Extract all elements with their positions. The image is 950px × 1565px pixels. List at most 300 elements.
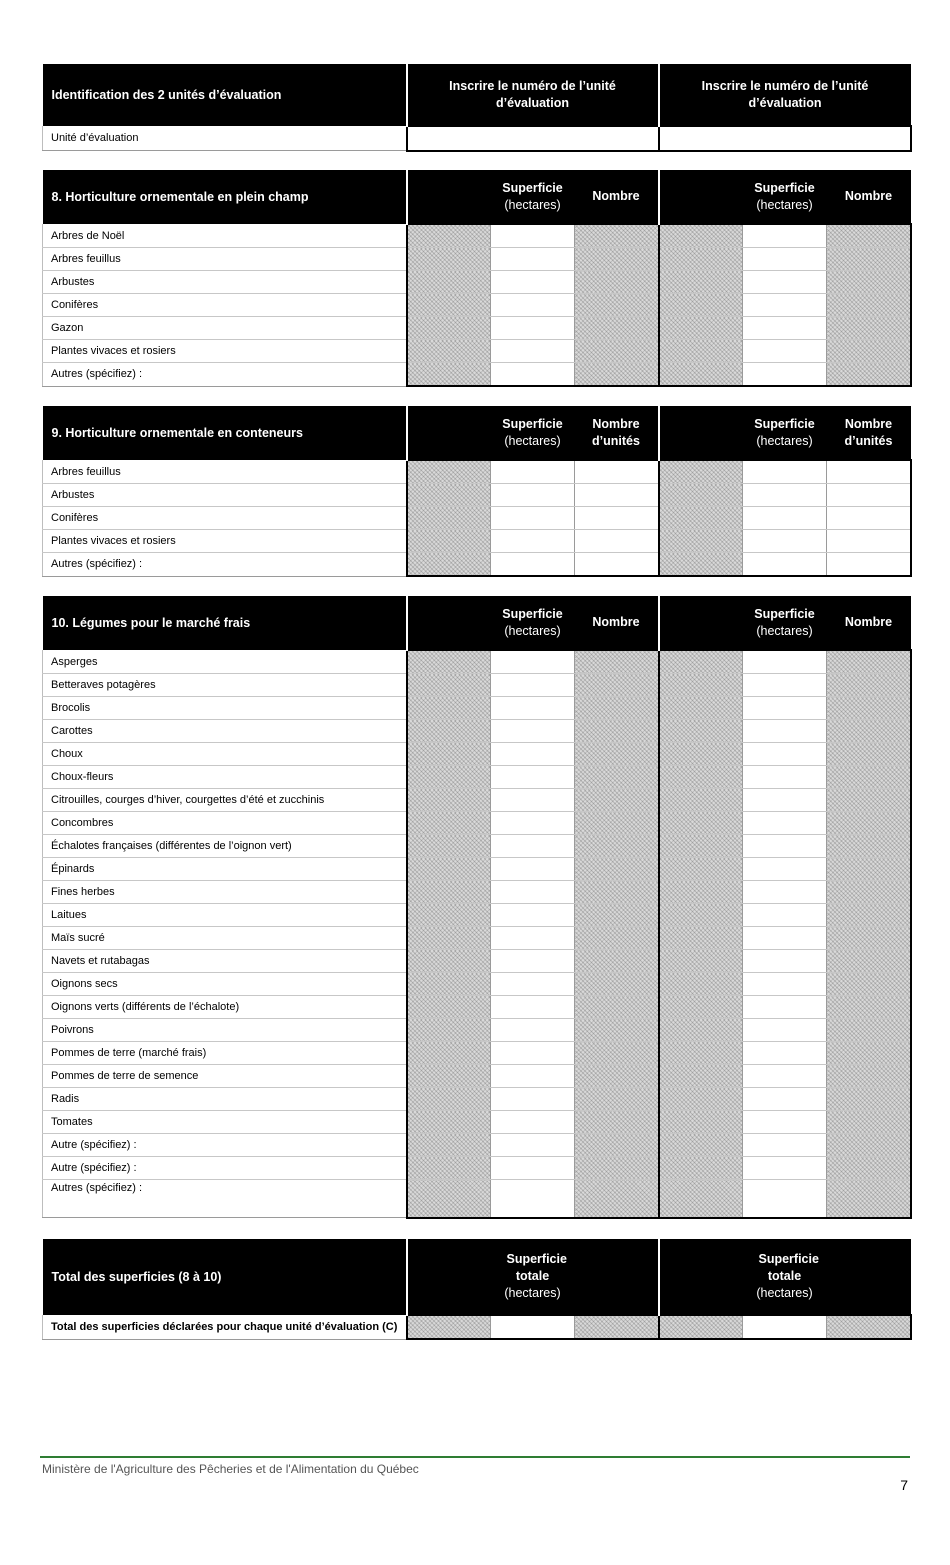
area-input[interactable] <box>491 720 575 743</box>
area-input[interactable] <box>491 973 575 996</box>
area-input[interactable] <box>743 460 827 484</box>
shaded-cell <box>407 697 491 720</box>
area-input[interactable] <box>743 224 827 248</box>
identification-title: Identification des 2 unités d’évaluation <box>43 64 407 126</box>
table-row <box>43 650 911 674</box>
shaded-cell <box>659 1042 743 1065</box>
shaded-cell <box>575 766 659 789</box>
total-area-header: Superficie totale (hectares) <box>491 1239 575 1315</box>
shaded-cell <box>407 1111 491 1134</box>
shaded-cell <box>407 743 491 766</box>
shaded-cell <box>575 973 659 996</box>
shaded-cell <box>659 271 743 294</box>
shaded-cell <box>827 1180 911 1218</box>
shaded-cell <box>575 950 659 973</box>
shaded-cell <box>659 973 743 996</box>
area-header: Superficie (hectares) <box>743 406 827 460</box>
area-input[interactable] <box>743 720 827 743</box>
page-number: 7 <box>900 1477 908 1493</box>
area-input[interactable] <box>743 950 827 973</box>
row-label: Asperges <box>43 650 407 674</box>
shaded-cell <box>827 674 911 697</box>
shaded-cell <box>827 743 911 766</box>
shaded-cell <box>659 1088 743 1111</box>
area-header: Superficie (hectares) <box>743 170 827 224</box>
area-input[interactable] <box>743 743 827 766</box>
row-label: Choux <box>43 743 407 766</box>
shaded-cell <box>407 224 491 248</box>
total-area-input-1[interactable] <box>491 1315 575 1339</box>
shaded-cell <box>575 1157 659 1180</box>
shaded-cell <box>575 271 659 294</box>
shaded-cell <box>659 789 743 812</box>
row-label: Citrouilles, courges d’hiver, courgettes d’été et zucchinis <box>43 789 407 812</box>
shaded-cell <box>659 835 743 858</box>
area-input[interactable] <box>491 996 575 1019</box>
row-label: Autre (spécifiez) : <box>43 1157 407 1180</box>
shaded-cell <box>575 1088 659 1111</box>
area-input[interactable] <box>743 927 827 950</box>
area-input[interactable] <box>491 1019 575 1042</box>
shaded-cell <box>827 904 911 927</box>
shaded-cell <box>827 973 911 996</box>
area-input[interactable] <box>491 650 575 674</box>
shaded-cell <box>659 674 743 697</box>
area-input[interactable] <box>491 484 575 507</box>
row-label: Betteraves potagères <box>43 674 407 697</box>
unit-count-input[interactable] <box>827 460 911 484</box>
table-row <box>43 1111 911 1134</box>
area-input[interactable] <box>491 1180 575 1218</box>
table-row <box>43 1019 911 1042</box>
shaded-cell <box>407 835 491 858</box>
area-input[interactable] <box>743 1042 827 1065</box>
area-input[interactable] <box>491 789 575 812</box>
area-input[interactable] <box>743 697 827 720</box>
area-input[interactable] <box>491 812 575 835</box>
shaded-cell <box>407 340 491 363</box>
area-input[interactable] <box>491 294 575 317</box>
shaded-cell <box>659 1134 743 1157</box>
shaded-cell <box>659 720 743 743</box>
area-input[interactable] <box>743 835 827 858</box>
unit-count-input[interactable] <box>575 484 659 507</box>
area-input[interactable] <box>491 1042 575 1065</box>
row-label: Brocolis <box>43 697 407 720</box>
shaded-cell <box>407 317 491 340</box>
shaded-cell <box>659 248 743 271</box>
area-input[interactable] <box>491 340 575 363</box>
shaded-cell <box>575 858 659 881</box>
row-label: Arbres feuillus <box>43 460 407 484</box>
identification-table <box>42 64 912 152</box>
shaded-cell <box>827 340 911 363</box>
area-input[interactable] <box>743 1111 827 1134</box>
area-input[interactable] <box>491 881 575 904</box>
table-row <box>43 720 911 743</box>
shaded-cell <box>575 1180 659 1218</box>
shaded-cell <box>575 720 659 743</box>
shaded-cell <box>827 1042 911 1065</box>
shaded-cell <box>827 317 911 340</box>
area-header: Superficie (hectares) <box>743 596 827 650</box>
area-input[interactable] <box>743 1157 827 1180</box>
table-row <box>43 340 911 363</box>
shaded-cell <box>659 530 743 553</box>
shaded-cell <box>407 789 491 812</box>
shaded-cell <box>407 674 491 697</box>
shaded-cell <box>827 720 911 743</box>
row-label: Arbres feuillus <box>43 248 407 271</box>
section-8-title: 8. Horticulture ornementale en plein champ <box>43 170 407 224</box>
shaded-cell <box>659 460 743 484</box>
table-row <box>43 996 911 1019</box>
area-input[interactable] <box>491 858 575 881</box>
section-8-table <box>42 170 912 387</box>
area-input[interactable] <box>743 1134 827 1157</box>
row-label: Plantes vivaces et rosiers <box>43 340 407 363</box>
shaded-cell <box>407 248 491 271</box>
shaded-cell <box>827 1134 911 1157</box>
area-input[interactable] <box>743 674 827 697</box>
area-input[interactable] <box>743 484 827 507</box>
table-row <box>43 1157 911 1180</box>
shaded-cell <box>659 881 743 904</box>
shaded-cell <box>827 996 911 1019</box>
footer-ministry: Ministère de l'Agriculture des Pêcheries et de l'Alimentation du Québec <box>42 1462 419 1476</box>
shaded-cell <box>575 674 659 697</box>
shaded-cell <box>407 973 491 996</box>
shaded-cell <box>407 294 491 317</box>
unit-number-header-2: Inscrire le numéro de l’unité d’évaluation <box>659 64 911 126</box>
shaded-cell <box>659 363 743 387</box>
shaded-cell <box>827 697 911 720</box>
shaded-cell <box>407 553 491 577</box>
row-label: Tomates <box>43 1111 407 1134</box>
area-input[interactable] <box>491 674 575 697</box>
row-label: Choux-fleurs <box>43 766 407 789</box>
area-input[interactable] <box>743 294 827 317</box>
row-label: Autres (spécifiez) : <box>43 363 407 387</box>
area-input[interactable] <box>743 812 827 835</box>
table-row <box>43 1065 911 1088</box>
row-label: Arbustes <box>43 484 407 507</box>
table-row <box>43 317 911 340</box>
area-input[interactable] <box>491 1088 575 1111</box>
area-input[interactable] <box>491 530 575 553</box>
area-input[interactable] <box>491 363 575 387</box>
shaded-cell <box>827 1088 911 1111</box>
shaded-cell <box>575 363 659 387</box>
area-input[interactable] <box>743 858 827 881</box>
shaded-cell <box>659 996 743 1019</box>
shaded-cell <box>659 858 743 881</box>
unit-count-input[interactable] <box>575 553 659 577</box>
table-row <box>43 1042 911 1065</box>
shaded-cell <box>407 1134 491 1157</box>
shaded-cell <box>659 812 743 835</box>
row-label: Carottes <box>43 720 407 743</box>
shaded-cell <box>659 340 743 363</box>
shaded-cell <box>827 1065 911 1088</box>
shaded-cell <box>575 1315 659 1339</box>
table-row <box>43 789 911 812</box>
area-input[interactable] <box>743 530 827 553</box>
shaded-cell <box>407 650 491 674</box>
shaded-cell <box>659 650 743 674</box>
row-label: Navets et rutabagas <box>43 950 407 973</box>
area-input[interactable] <box>743 881 827 904</box>
table-row <box>43 553 911 577</box>
area-input[interactable] <box>743 789 827 812</box>
shaded-cell <box>407 1180 491 1218</box>
table-row <box>43 1180 911 1218</box>
area-input[interactable] <box>491 697 575 720</box>
table-row <box>43 484 911 507</box>
area-input[interactable] <box>491 271 575 294</box>
shaded-cell <box>407 1088 491 1111</box>
row-label: Gazon <box>43 317 407 340</box>
shaded-cell <box>659 317 743 340</box>
total-row-label: Total des superficies déclarées pour chaque unité d’évaluation (C) <box>43 1315 407 1339</box>
area-input[interactable] <box>743 973 827 996</box>
shaded-cell <box>575 996 659 1019</box>
shaded-cell <box>407 484 491 507</box>
shaded-cell <box>827 858 911 881</box>
row-label: Épinards <box>43 858 407 881</box>
shaded-cell <box>575 1134 659 1157</box>
shaded-cell <box>659 927 743 950</box>
count-header: Nombre <box>575 170 659 224</box>
section-10-title: 10. Légumes pour le marché frais <box>43 596 407 650</box>
shaded-cell <box>407 363 491 387</box>
shaded-cell <box>407 881 491 904</box>
shaded-cell <box>575 812 659 835</box>
shaded-cell <box>575 904 659 927</box>
table-row <box>43 224 911 248</box>
shaded-cell <box>659 224 743 248</box>
table-row <box>43 271 911 294</box>
table-row <box>43 697 911 720</box>
shaded-cell <box>659 697 743 720</box>
shaded-cell <box>575 1019 659 1042</box>
shaded-cell <box>407 766 491 789</box>
shaded-cell <box>575 248 659 271</box>
area-header: Superficie (hectares) <box>491 170 575 224</box>
shaded-cell <box>827 835 911 858</box>
shaded-cell <box>659 743 743 766</box>
unit-count-header: Nombre d’unités <box>827 406 911 460</box>
shaded-cell <box>827 1315 911 1339</box>
shaded-cell <box>659 1315 743 1339</box>
area-input[interactable] <box>491 927 575 950</box>
area-input[interactable] <box>491 1134 575 1157</box>
shaded-cell <box>827 927 911 950</box>
row-label: Pommes de terre (marché frais) <box>43 1042 407 1065</box>
table-row <box>43 1088 911 1111</box>
row-label: Radis <box>43 1088 407 1111</box>
shaded-cell <box>827 1157 911 1180</box>
section-9-table <box>42 406 912 577</box>
row-label: Oignons verts (différents de l’échalote) <box>43 996 407 1019</box>
area-input[interactable] <box>491 317 575 340</box>
area-input[interactable] <box>491 1111 575 1134</box>
shaded-cell <box>407 460 491 484</box>
area-input[interactable] <box>743 1088 827 1111</box>
unit-number-header-1: Inscrire le numéro de l’unité d’évaluation <box>407 64 659 126</box>
unit-count-input[interactable] <box>575 530 659 553</box>
shaded-cell <box>827 294 911 317</box>
row-label: Plantes vivaces et rosiers <box>43 530 407 553</box>
shaded-cell <box>575 789 659 812</box>
area-input[interactable] <box>491 248 575 271</box>
shaded-cell <box>659 507 743 530</box>
unit-count-input[interactable] <box>827 530 911 553</box>
unit-count-input[interactable] <box>575 460 659 484</box>
area-input[interactable] <box>491 766 575 789</box>
row-label: Oignons secs <box>43 973 407 996</box>
unit-count-input[interactable] <box>827 553 911 577</box>
total-area-header: Superficie totale (hectares) <box>743 1239 827 1315</box>
shaded-cell <box>407 720 491 743</box>
shaded-cell <box>659 1111 743 1134</box>
table-row <box>43 460 911 484</box>
shaded-cell <box>827 766 911 789</box>
shaded-cell <box>659 553 743 577</box>
unit-count-header: Nombre d’unités <box>575 406 659 460</box>
row-label: Conifères <box>43 294 407 317</box>
table-row <box>43 835 911 858</box>
area-header: Superficie (hectares) <box>491 406 575 460</box>
unit-number-input-1[interactable] <box>407 126 659 151</box>
shaded-cell <box>575 340 659 363</box>
shaded-cell <box>575 835 659 858</box>
shaded-cell <box>407 507 491 530</box>
area-input[interactable] <box>491 224 575 248</box>
shaded-cell <box>827 950 911 973</box>
area-input[interactable] <box>491 1065 575 1088</box>
area-input[interactable] <box>743 363 827 387</box>
shaded-cell <box>659 904 743 927</box>
shaded-cell <box>659 294 743 317</box>
row-label: Pommes de terre de semence <box>43 1065 407 1088</box>
count-header: Nombre <box>827 596 911 650</box>
shaded-cell <box>575 1042 659 1065</box>
shaded-cell <box>407 927 491 950</box>
row-label: Poivrons <box>43 1019 407 1042</box>
shaded-cell <box>407 996 491 1019</box>
area-input[interactable] <box>743 650 827 674</box>
shaded-cell <box>575 1065 659 1088</box>
shaded-cell <box>575 294 659 317</box>
shaded-cell <box>659 1019 743 1042</box>
shaded-cell <box>407 812 491 835</box>
area-input[interactable] <box>743 1180 827 1218</box>
table-row <box>43 507 911 530</box>
table-row <box>43 904 911 927</box>
table-row <box>43 766 911 789</box>
area-input[interactable] <box>743 996 827 1019</box>
table-row <box>43 812 911 835</box>
count-header: Nombre <box>575 596 659 650</box>
table-row <box>43 1134 911 1157</box>
shaded-cell <box>407 950 491 973</box>
shaded-cell <box>575 697 659 720</box>
area-input[interactable] <box>743 1065 827 1088</box>
row-label: Laitues <box>43 904 407 927</box>
area-input[interactable] <box>743 1019 827 1042</box>
unit-count-input[interactable] <box>827 507 911 530</box>
shaded-cell <box>827 1019 911 1042</box>
row-label: Arbustes <box>43 271 407 294</box>
shaded-cell <box>407 1157 491 1180</box>
row-label: Arbres de Noël <box>43 224 407 248</box>
unit-count-input[interactable] <box>827 484 911 507</box>
area-input[interactable] <box>491 553 575 577</box>
total-area-input-2[interactable] <box>743 1315 827 1339</box>
table-row <box>43 530 911 553</box>
row-label: Conifères <box>43 507 407 530</box>
area-input[interactable] <box>743 248 827 271</box>
area-input[interactable] <box>743 904 827 927</box>
shaded-cell <box>407 1042 491 1065</box>
shaded-cell <box>659 1180 743 1218</box>
area-input[interactable] <box>743 766 827 789</box>
table-row <box>43 881 911 904</box>
area-input[interactable] <box>743 317 827 340</box>
shaded-cell <box>407 1019 491 1042</box>
table-row <box>43 294 911 317</box>
shaded-cell <box>827 224 911 248</box>
area-input[interactable] <box>491 743 575 766</box>
row-label: Échalotes françaises (différentes de l’oignon vert) <box>43 835 407 858</box>
shaded-cell <box>659 484 743 507</box>
area-input[interactable] <box>743 507 827 530</box>
shaded-cell <box>575 650 659 674</box>
table-row <box>43 674 911 697</box>
area-input[interactable] <box>491 1157 575 1180</box>
section-10-table <box>42 596 912 1219</box>
area-input[interactable] <box>491 507 575 530</box>
shaded-cell <box>827 248 911 271</box>
shaded-cell <box>407 1315 491 1339</box>
shaded-cell <box>407 1065 491 1088</box>
area-input[interactable] <box>743 553 827 577</box>
shaded-cell <box>407 858 491 881</box>
shaded-cell <box>827 650 911 674</box>
shaded-cell <box>575 1111 659 1134</box>
table-row <box>43 363 911 387</box>
shaded-cell <box>827 363 911 387</box>
area-input[interactable] <box>743 271 827 294</box>
area-input[interactable] <box>491 460 575 484</box>
shaded-cell <box>827 789 911 812</box>
area-input[interactable] <box>743 340 827 363</box>
unit-number-input-2[interactable] <box>659 126 911 151</box>
area-input[interactable] <box>491 950 575 973</box>
shaded-cell <box>827 812 911 835</box>
unit-count-input[interactable] <box>575 507 659 530</box>
area-input[interactable] <box>491 904 575 927</box>
area-input[interactable] <box>491 835 575 858</box>
count-header: Nombre <box>827 170 911 224</box>
table-row <box>43 950 911 973</box>
row-label: Autre (spécifiez) : <box>43 1134 407 1157</box>
row-label: Fines herbes <box>43 881 407 904</box>
shaded-cell <box>575 927 659 950</box>
shaded-cell <box>575 317 659 340</box>
shaded-cell <box>407 530 491 553</box>
